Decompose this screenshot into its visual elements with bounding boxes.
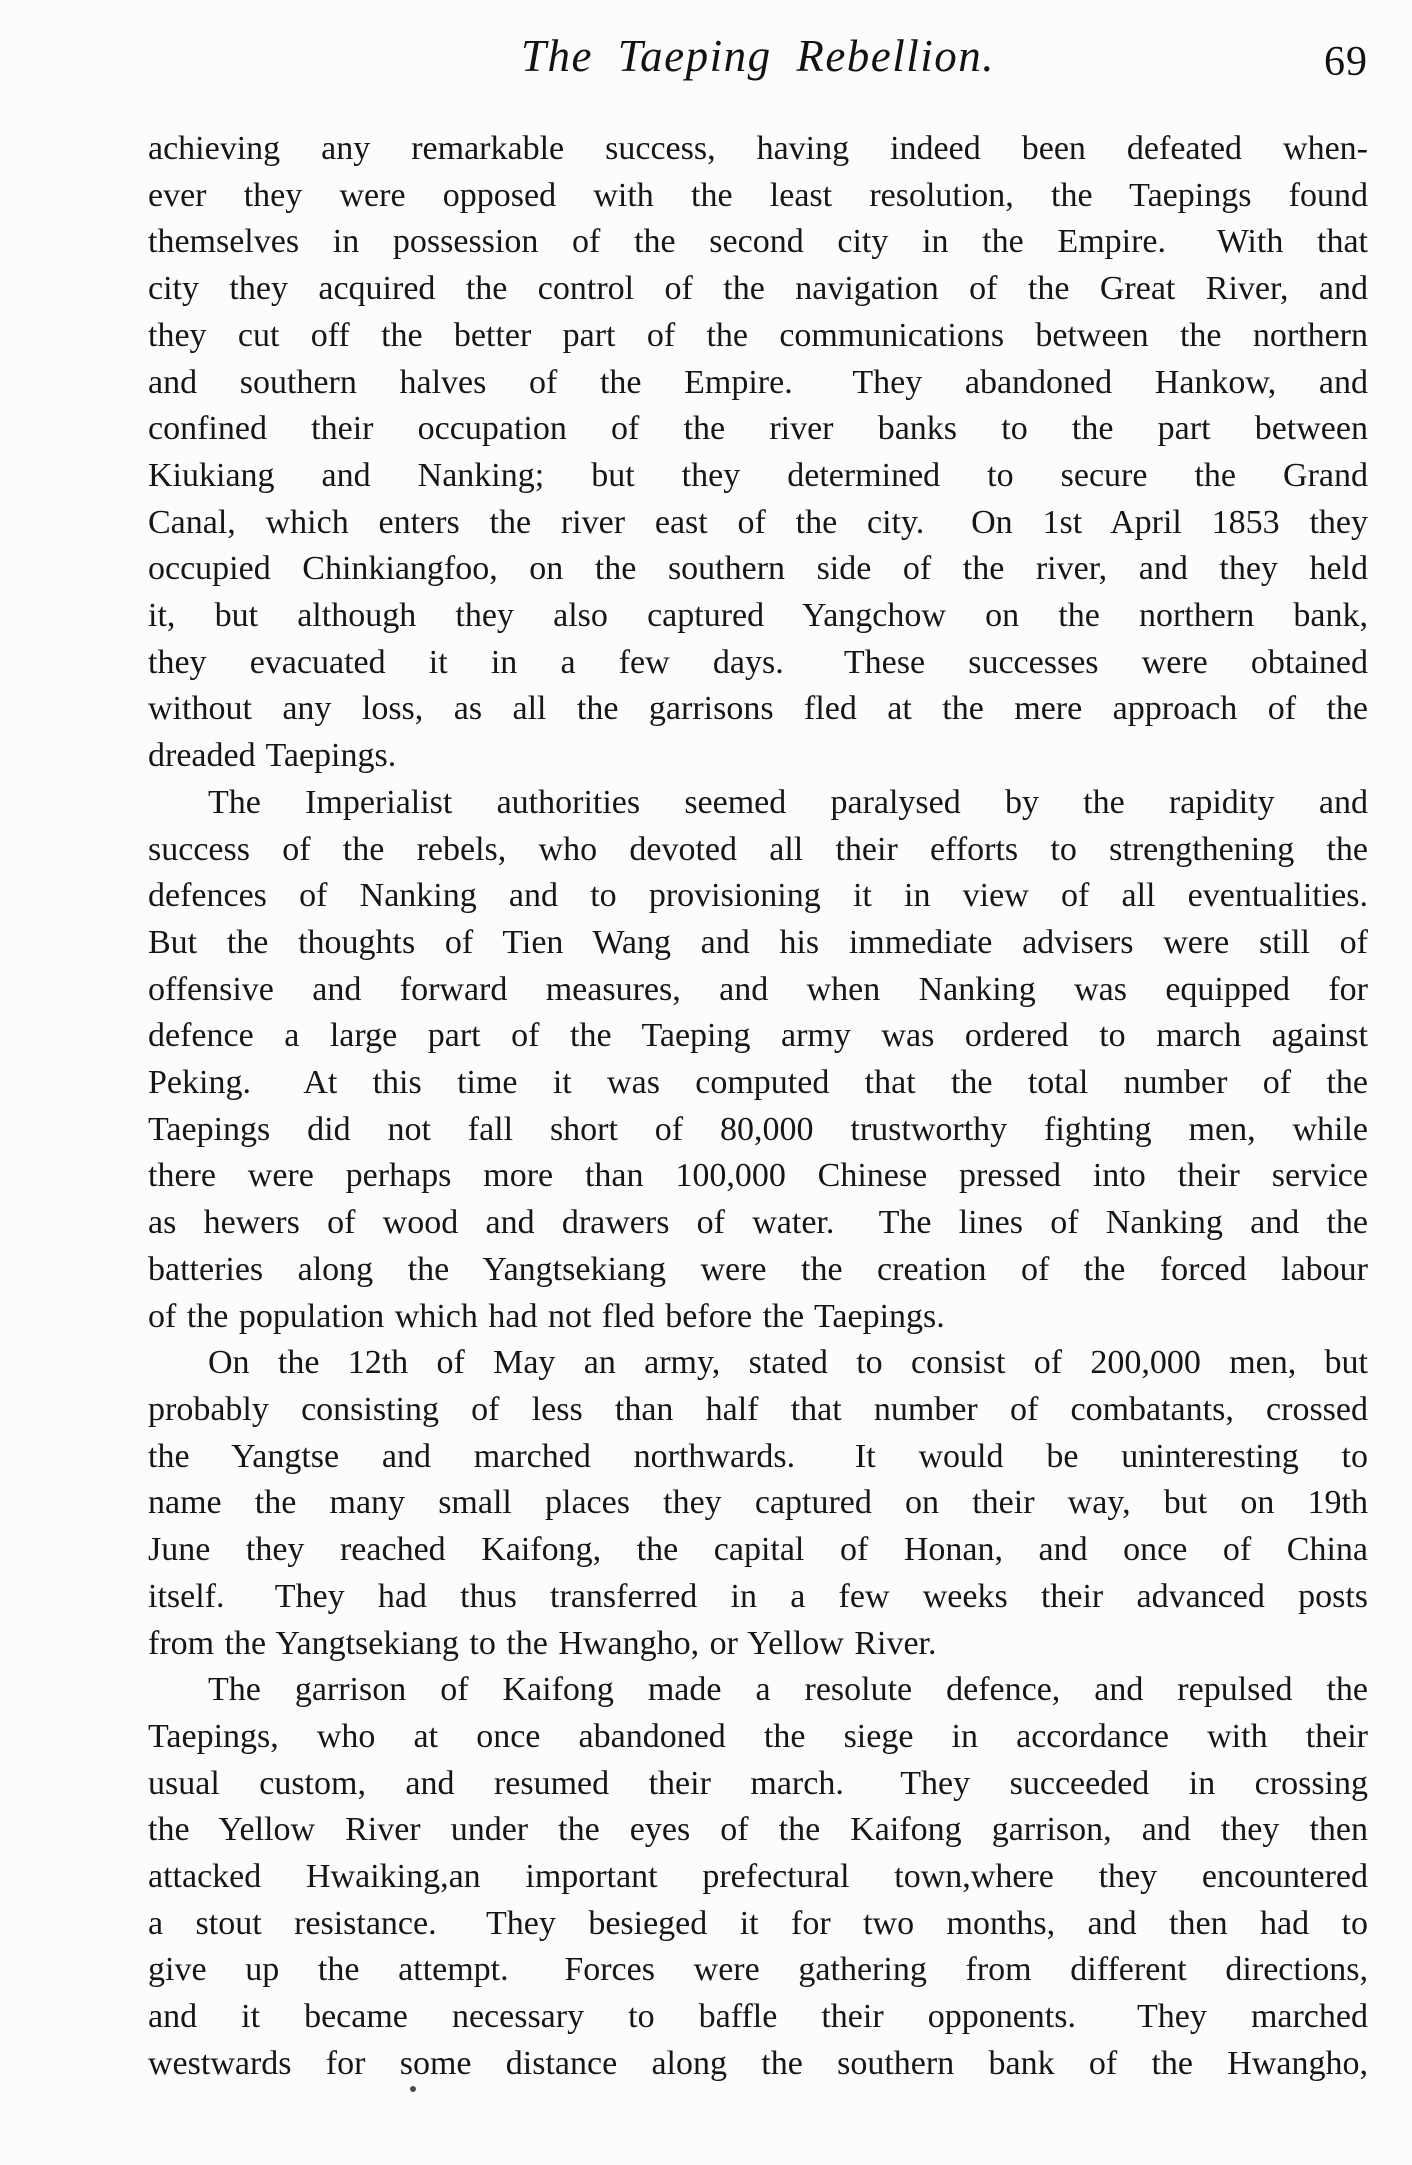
paragraph-4	[148, 1667, 1368, 2087]
text-line: they evacuated it in a few days. These successes were obtained	[148, 643, 1368, 681]
text-line: and southern halves of the Empire. They abandoned Hankow, and	[148, 363, 1368, 401]
text-line: confined their occupation of the river banks to the part between	[148, 410, 1368, 448]
text-line: dreaded Taepings.	[148, 737, 397, 775]
text-line: offensive and forward measures, and when Nanking was equipped for	[148, 970, 1368, 1008]
text-line: Kiukiang and Nanking; but they determined to secure the Grand	[148, 456, 1368, 494]
text-line: batteries along the Yangtsekiang were the creation of the forced labour	[148, 1250, 1368, 1288]
text-line: there were perhaps more than 100,000 Chinese pressed into their service	[148, 1157, 1368, 1195]
text-line: the Yangtse and marched northwards. It would be uninteresting to	[148, 1437, 1368, 1475]
paragraph-3	[148, 1340, 1368, 1667]
ink-speck	[410, 2086, 416, 2092]
page-number: 69	[1324, 39, 1368, 85]
text-line: westwards for some distance along the southern bank of the Hwangho,	[148, 2044, 1368, 2082]
text-line: they cut off the better part of the communications between the northern	[148, 316, 1368, 354]
text-line: attacked Hwaiking,an important prefectural town,where they encountered	[148, 1858, 1368, 1896]
text-line: defence a large part of the Taeping army was ordered to march against	[148, 1017, 1368, 1055]
paragraph-1	[148, 126, 1368, 780]
paragraph-2	[148, 780, 1368, 1340]
text-line: without any loss, as all the garrisons fled at the mere approach of the	[148, 690, 1368, 728]
text-line: Taepings, who at once abandoned the siege in accordance with their	[148, 1717, 1368, 1755]
text-line: it, but although they also captured Yangchow on the northern bank,	[148, 597, 1368, 635]
text-line: city they acquired the control of the navigation of the Great River, and	[148, 270, 1368, 308]
text-line: achieving any remarkable success, having indeed been defeated when-	[148, 130, 1368, 167]
text-line: and it became necessary to baffle their opponents. They marched	[148, 1998, 1368, 2036]
text-line: Taepings did not fall short of 80,000 trustworthy fighting men, while	[148, 1110, 1368, 1148]
text-line: as hewers of wood and drawers of water. The lines of Nanking and the	[148, 1204, 1368, 1242]
text-line: from the Yangtsekiang to the Hwangho, or Yellow River.	[148, 1624, 937, 1662]
page-header	[148, 30, 1368, 100]
text-line: usual custom, and resumed their march. They succeeded in crossing	[148, 1764, 1368, 1802]
running-title: The Taeping Rebellion.	[520, 31, 996, 81]
text-line: On the 12th of May an army, stated to consist of 200,000 men, but	[208, 1344, 1368, 1382]
text-line: Canal, which enters the river east of the city. On 1st April 1853 they	[148, 503, 1368, 541]
text-line: The garrison of Kaifong made a resolute defence, and repulsed the	[208, 1671, 1368, 1709]
text-line: success of the rebels, who devoted all their efforts to strengthening the	[148, 830, 1368, 868]
text-line: give up the attempt. Forces were gathering from different directions,	[148, 1951, 1368, 1989]
text-line: occupied Chinkiangfoo, on the southern side of the river, and they held	[148, 550, 1368, 588]
text-line: But the thoughts of Tien Wang and his immediate advisers were still of	[148, 923, 1368, 961]
text-line: a stout resistance. They besieged it for two months, and then had to	[148, 1904, 1368, 1942]
text-line: June they reached Kaifong, the capital of Honan, and once of China	[148, 1531, 1368, 1569]
text-line: itself. They had thus transferred in a few weeks their advanced posts	[148, 1577, 1368, 1615]
text-line: of the population which had not fled before the Taepings.	[148, 1297, 945, 1335]
text-line: name the many small places they captured on their way, but on 19th	[148, 1484, 1368, 1522]
text-line: themselves in possession of the second city in the Empire. With that	[148, 223, 1368, 261]
text-line: probably consisting of less than half that number of combatants, crossed	[148, 1390, 1368, 1428]
text-line: the Yellow River under the eyes of the Kaifong garrison, and they then	[148, 1811, 1368, 1849]
text-line: defences of Nanking and to provisioning it in view of all eventualities.	[148, 877, 1368, 915]
text-line: Peking. At this time it was computed that the total number of the	[148, 1064, 1368, 1102]
text-line: The Imperialist authorities seemed paralysed by the rapidity and	[208, 783, 1368, 821]
page-body	[148, 126, 1368, 2088]
text-line: ever they were opposed with the least resolution, the Taepings found	[148, 176, 1368, 214]
